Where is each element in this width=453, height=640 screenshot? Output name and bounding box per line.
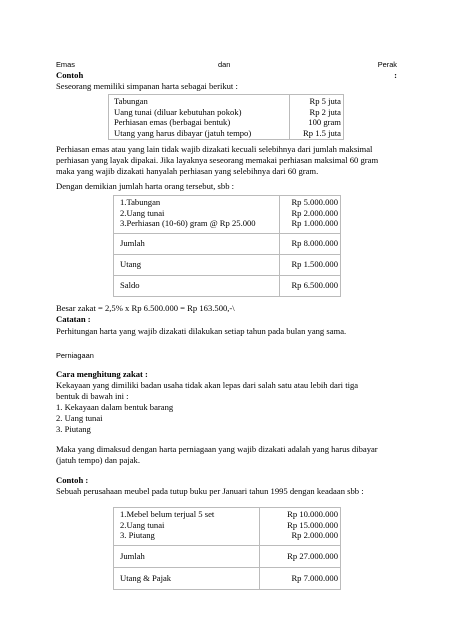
table-cell: Rp 1.5 juta (303, 127, 341, 138)
table-cell: Jumlah (114, 234, 280, 255)
table-cell: Rp 27.000.000 (260, 546, 341, 568)
catatan-heading: Catatan : (56, 314, 91, 324)
section-title: Perniagaan (56, 351, 94, 360)
table-cell: Rp 1.500.000 (280, 255, 341, 276)
table-cell: Rp 2.000.000 (291, 530, 338, 541)
table-cell: Rp 10.000.000 (287, 509, 338, 519)
contoh2-heading: Contoh : (56, 475, 89, 485)
table-cell: 2.Uang tunai (120, 519, 165, 530)
table-cell: 2.Uang tunai (120, 207, 165, 218)
table-cell: Utang yang harus dibayar (jatuh tempo) (114, 127, 252, 138)
table-cell: Rp 8.000.000 (280, 234, 341, 255)
table-cell: Perhiasan emas (berbagai bentuk) (114, 117, 231, 128)
savings-table (108, 94, 344, 140)
table-cell: Saldo (114, 276, 280, 297)
business-table (113, 507, 341, 590)
table-cell: Uang tunai (diluar kebutuhan pokok) (114, 106, 242, 117)
table-cell: Rp 2 juta (309, 106, 341, 117)
catatan-text: Perhitungan harta yang wajib dizakati dilakukan setiap tahun pada bulan yang sama. (56, 326, 347, 336)
table-cell: 100 gram (308, 117, 341, 128)
table-cell: Tabungan (114, 96, 148, 106)
table-cell: Rp 5.000.000 (291, 197, 338, 207)
table-cell: 1.Tabungan (120, 197, 161, 207)
header-mid: dan (218, 60, 231, 69)
table-cell: 3. Piutang (120, 530, 155, 541)
list-item: 3. Piutang (56, 424, 91, 434)
list-item: 1. Kekayaan dalam bentuk barang (56, 402, 174, 412)
table-cell: Jumlah (114, 546, 260, 568)
table-cell: Rp 2.000.000 (291, 207, 338, 218)
contoh-heading: Contoh (56, 70, 84, 80)
table-cell: Utang & Pajak (114, 568, 260, 590)
table-cell: Rp 5 juta (309, 96, 341, 106)
table-cell: Rp 6.500.000 (280, 276, 341, 297)
zakat-amount-line: Besar zakat = 2,5% x Rp 6.500.000 = Rp 163.500,-\ (56, 303, 235, 313)
contoh-colon: : (394, 70, 397, 80)
header-left: Emas (56, 60, 75, 69)
paragraph: perhiasan yang layak dipakai. Jika layaknya seseorang memakai perhiasan maksimal 60 gram (56, 155, 379, 165)
contoh2-text: Sebuah perusahaan meubel pada tutup buku per Januari tahun 1995 dengan keadaan sbb : (56, 486, 364, 496)
paragraph: maka yang wajib dizakati hanyalah perhiasan yang selebihnya dari 60 gram. (56, 166, 319, 176)
table-cell: 1.Mebel belum terjual 5 set (120, 509, 215, 519)
table-cell: 3.Perhiasan (10-60) gram @ Rp 25.000 (120, 218, 256, 229)
contoh-intro: Seseorang memiliki simpanan harta sebagai berikut : (56, 81, 238, 91)
table-cell: Utang (114, 255, 280, 276)
wealth-table (113, 195, 341, 297)
table-cell: Rp 1.000.000 (291, 218, 338, 229)
list-item: 2. Uang tunai (56, 413, 103, 423)
table-cell: Rp 15.000.000 (287, 519, 338, 530)
paragraph: Perhiasan emas atau yang lain tidak wajib dizakati kecuali selebihnya dari jumlah maksimal (56, 144, 373, 154)
header-right: Perak (377, 60, 397, 69)
cara-line: Kekayaan yang dimiliki badan usaha tidak akan lepas dari salah satu atau lebih dari tiga (56, 380, 359, 390)
table-cell: Rp 7.000.000 (260, 568, 341, 590)
paragraph: Dengan demikian jumlah harta orang tersebut, sbb : (56, 181, 235, 191)
cara-heading: Cara menghitung zakat : (56, 369, 148, 379)
paragraph: Maka yang dimaksud dengan harta perniagaan yang wajib dizakati adalah yang harus dibayar (56, 444, 378, 454)
cara-line: bentuk di bawah ini : (56, 391, 129, 401)
paragraph: (jatuh tempo) dan pajak. (56, 455, 140, 465)
